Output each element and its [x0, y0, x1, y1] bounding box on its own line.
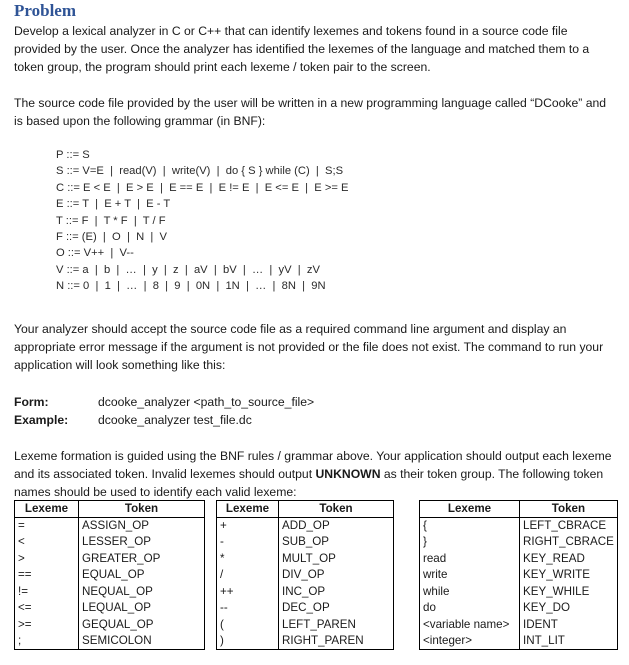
token-cell: LEQUAL_OP	[79, 600, 205, 617]
token-cell: SEMICOLON	[79, 633, 205, 650]
lexeme-cell: <variable name>	[420, 616, 520, 633]
bnf-grammar	[56, 147, 349, 295]
lexeme-intro-paragraph	[14, 447, 614, 501]
lexeme-cell: (	[217, 616, 279, 633]
lexeme-cell: <integer>	[420, 633, 520, 650]
bnf-rule: C ::= E < E | E > E | E == E | E != E | E <= E | E >= E	[56, 181, 349, 194]
column-header-token: Token	[520, 501, 618, 518]
token-cell: KEY_WHILE	[520, 583, 618, 600]
token-cell: ASSIGN_OP	[79, 517, 205, 534]
table-row	[217, 550, 394, 567]
table-row	[420, 567, 618, 584]
table-row	[15, 550, 205, 567]
table-row	[15, 600, 205, 617]
table-row	[420, 534, 618, 551]
lexeme-cell: <=	[15, 600, 79, 617]
lexeme-cell: --	[217, 600, 279, 617]
table-row	[15, 633, 205, 650]
example-label: Example:	[14, 413, 69, 427]
lexeme-cell: <	[15, 534, 79, 551]
token-cell: KEY_WRITE	[520, 567, 618, 584]
bnf-rule: P ::= S	[56, 149, 90, 161]
token-cell: NEQUAL_OP	[79, 583, 205, 600]
lexeme-cell: /	[217, 567, 279, 584]
lexeme-cell: ;	[15, 633, 79, 650]
table-row	[217, 567, 394, 584]
token-cell: EQUAL_OP	[79, 567, 205, 584]
token-cell: ADD_OP	[279, 517, 394, 534]
table-row	[217, 600, 394, 617]
table-row	[217, 616, 394, 633]
token-cell: GREATER_OP	[79, 550, 205, 567]
bnf-rule: F ::= (E) | O | N | V	[56, 231, 167, 244]
token-cell: RIGHT_PAREN	[279, 633, 394, 650]
table-body	[217, 517, 394, 649]
column-header-lexeme: Lexeme	[217, 501, 279, 518]
form-value: dcooke_analyzer <path_to_source_file>	[98, 395, 315, 409]
table-row	[15, 583, 205, 600]
lexeme-cell: read	[420, 550, 520, 567]
table-row	[15, 616, 205, 633]
token-cell: INT_LIT	[520, 633, 618, 650]
table-row	[217, 633, 394, 650]
table-row	[420, 550, 618, 567]
table-row	[15, 534, 205, 551]
cli-intro-paragraph: Your analyzer should accept the source code file as a required command line argument and display an appropriate error message if the argument is not provided or the file does not exist. The command to run your application will look something like this:	[14, 322, 604, 372]
form-label: Form:	[14, 395, 49, 409]
intro-paragraph: Develop a lexical analyzer in C or C++ that can identify lexemes and tokens found in a source code file provided by the user. Once the analyzer has identified the lexemes of the language and matched them to a token group, the program should print each lexeme / token pair to the screen.	[14, 24, 590, 74]
token-cell: KEY_DO	[520, 600, 618, 617]
table-body	[420, 517, 618, 649]
table-row	[420, 633, 618, 650]
lexeme-cell: +	[217, 517, 279, 534]
token-table-arithmetic	[216, 500, 394, 650]
token-cell: INC_OP	[279, 583, 394, 600]
bnf-rule: N ::= 0 | 1 | … | 8 | 9 | 0N | 1N | … | 8N | 9N	[56, 280, 326, 293]
column-header-token: Token	[279, 501, 394, 518]
token-cell: DEC_OP	[279, 600, 394, 617]
column-header-lexeme: Lexeme	[420, 501, 520, 518]
lexeme-intro-text-2: as their token group. The following token names should be used to identify each valid lexeme:	[14, 467, 604, 499]
token-cell: KEY_READ	[520, 550, 618, 567]
lexeme-intro-text: Lexeme formation is guided using the BNF rules / grammar above. Your application should output each lexeme and its associated token. Invalid lexemes should output	[14, 449, 612, 481]
token-cell: DIV_OP	[279, 567, 394, 584]
lexeme-cell: ++	[217, 583, 279, 600]
bnf-rule: E ::= T | E + T | E - T	[56, 198, 171, 211]
lexeme-cell: >	[15, 550, 79, 567]
token-cell: LEFT_PAREN	[279, 616, 394, 633]
table-body	[15, 517, 205, 649]
table-row	[217, 534, 394, 551]
token-cell: LESSER_OP	[79, 534, 205, 551]
lexeme-cell: {	[420, 517, 520, 534]
lexeme-cell: write	[420, 567, 520, 584]
table-row	[420, 517, 618, 534]
lexeme-cell: }	[420, 534, 520, 551]
lexeme-cell: =	[15, 517, 79, 534]
table-row	[217, 583, 394, 600]
grammar-intro-paragraph: The source code file provided by the user will be written in a new programming language called “DCooke” and is based upon the following grammar (in BNF):	[14, 96, 607, 128]
token-cell: RIGHT_CBRACE	[520, 534, 618, 551]
table-row	[15, 567, 205, 584]
unknown-keyword: UNKNOWN	[315, 467, 381, 481]
page-title: Problem	[14, 1, 77, 20]
lexeme-cell: ==	[15, 567, 79, 584]
lexeme-cell: do	[420, 600, 520, 617]
lexeme-cell: *	[217, 550, 279, 567]
token-cell: MULT_OP	[279, 550, 394, 567]
bnf-rule: O ::= V++ | V--	[56, 247, 134, 260]
bnf-rule: V ::= a | b | … | y | z | aV | bV | … | yV | zV	[56, 263, 320, 276]
example-value: dcooke_analyzer test_file.dc	[98, 413, 252, 427]
token-cell: LEFT_CBRACE	[520, 517, 618, 534]
lexeme-cell: )	[217, 633, 279, 650]
lexeme-cell: while	[420, 583, 520, 600]
bnf-rule: S ::= V=E | read(V) | write(V) | do { S } while (C) | S;S	[56, 165, 344, 178]
table-row	[15, 517, 205, 534]
token-table-keywords	[419, 500, 618, 650]
token-cell: SUB_OP	[279, 534, 394, 551]
table-row	[420, 616, 618, 633]
lexeme-cell: -	[217, 534, 279, 551]
token-cell: IDENT	[520, 616, 618, 633]
lexeme-cell: !=	[15, 583, 79, 600]
table-row	[420, 600, 618, 617]
bnf-rule: T ::= F | T * F | T / F	[56, 214, 166, 227]
table-row	[420, 583, 618, 600]
lexeme-cell: >=	[15, 616, 79, 633]
column-header-lexeme: Lexeme	[15, 501, 79, 518]
token-cell: GEQUAL_OP	[79, 616, 205, 633]
column-header-token: Token	[79, 501, 205, 518]
table-row	[217, 517, 394, 534]
token-table-operators	[14, 500, 205, 650]
